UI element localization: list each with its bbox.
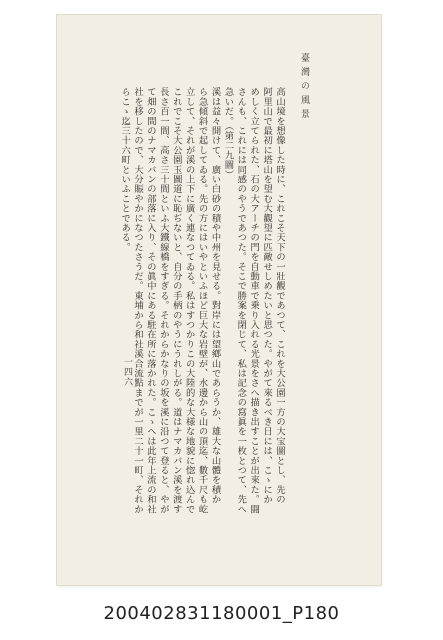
text-column: 阿里山で最初に塔山を望む大觀望に匹敵せしめたいと思つた。やがて來るべき日には、こゝにか	[261, 87, 273, 505]
text-column: 長さ百一間、高さ三十間といふ大鐵線橋をすぎる。それからかなりの坂を溪に沿つて登ると、やが	[157, 87, 169, 514]
body-text	[117, 87, 285, 514]
text-column: めしく立てられた、石の大アーチの門を自動車で乗り入れる光景をさへ描き出すことが出來た。闘	[248, 87, 260, 514]
text-column: 急いだ。（第二九圖）	[222, 87, 234, 180]
running-header: 臺灣の風景	[299, 53, 309, 123]
image-caption: 200402831180001_P180	[103, 603, 340, 624]
text-column: らこゝ迄三十六町といふことである。	[119, 87, 131, 252]
book-page	[57, 15, 381, 585]
text-column: ら急傾斜で起してゐる。先の方にはいやといふほど巨大な岩壁が、水邊から山の頂迄、數千尺も屹	[196, 87, 208, 514]
text-column: これでこそ大公園玉圖道に恥ぢないと、自分の手柄のやうにうれしがる。道はナマカバン溪を渡す	[170, 87, 182, 514]
text-column: 溪は益々開けて、廣い白砂の積や中州を見せる。對岸には望鄕山であらうか、雄大な山體を積か	[209, 87, 221, 505]
text-column: て畑の間のナマカバンの部落に入り、その眞中にある駐在所に落かれた。こゝへは此年上流の和社	[144, 87, 156, 514]
text-column: 高山境を想像した時に、これこそ天下の一壯觀であつて、これを大公園一方の大宝圖とし、先の	[274, 87, 285, 505]
text-column: 社を移したので、大分賑やかになつたさうだ。東埔から和社溪合流點までが一里二十一町、それか	[132, 87, 144, 514]
text-column: 立して、それが溪の上下に廣く連なつてゐる。私はすつかりこの大陸的な大様な地貌に惚れ込んで	[183, 87, 195, 514]
text-column: さんも、これには同感のやうであつた。そこで勝案を閉じて、私は記念の寫眞を一枚とつて、先へ	[235, 87, 247, 514]
page-number: 一四六	[122, 357, 132, 387]
